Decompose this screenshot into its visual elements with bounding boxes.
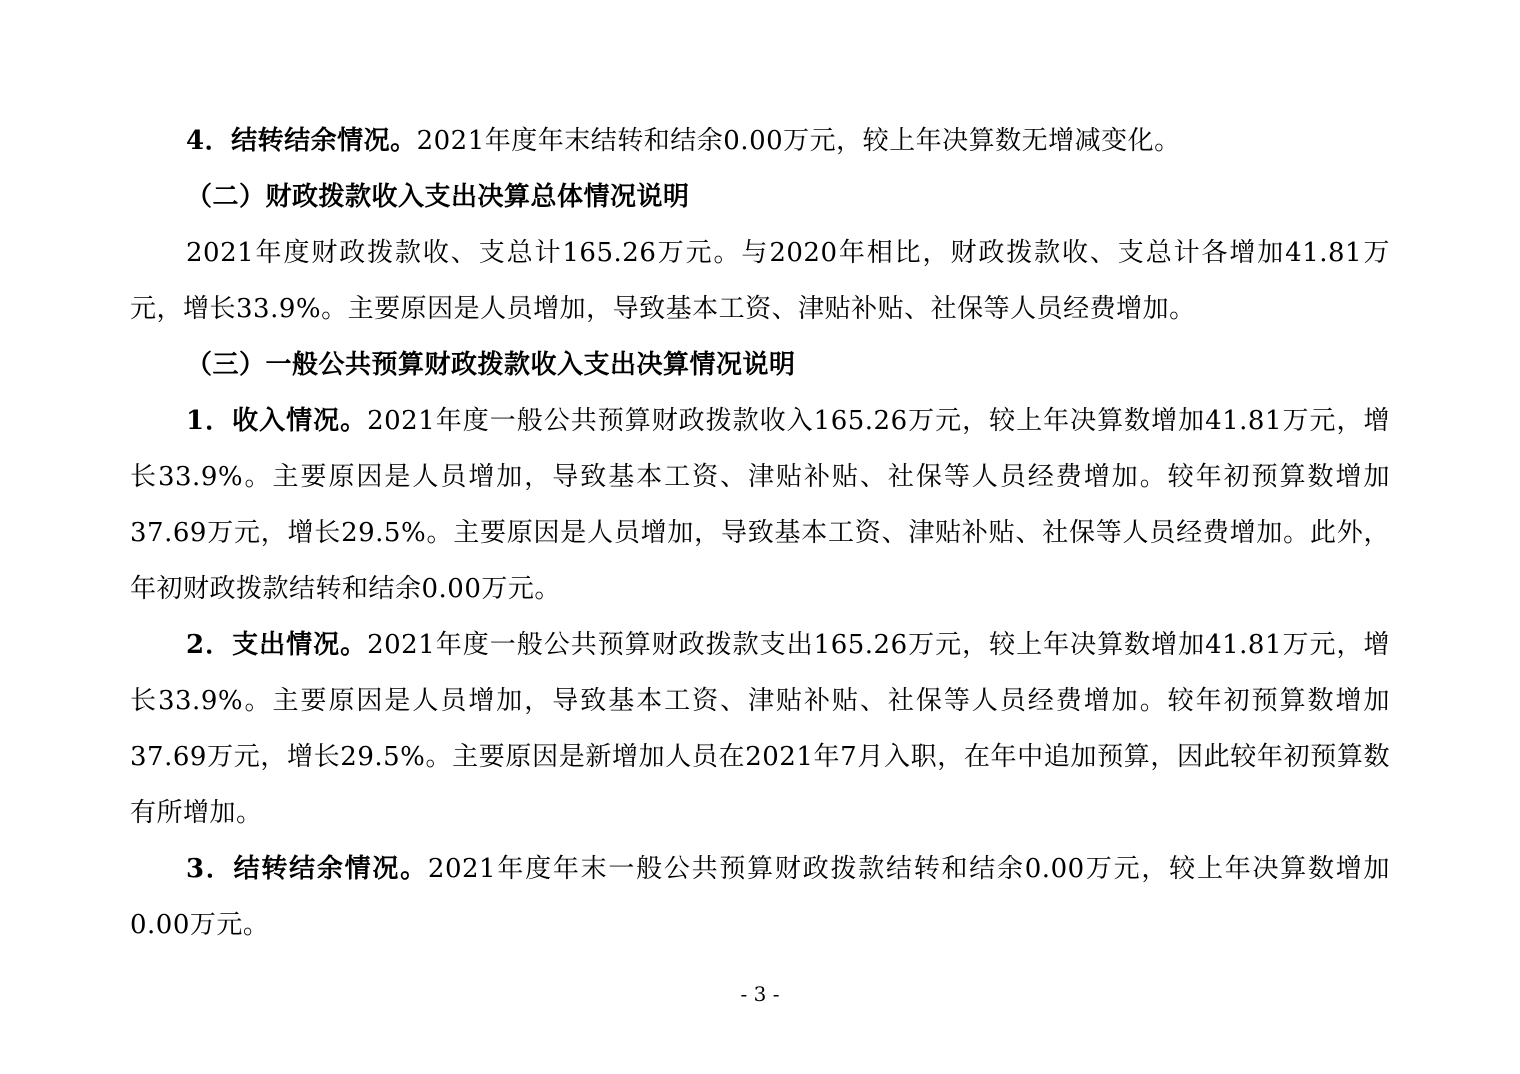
page-number: - 3 - (740, 982, 780, 1006)
section-heading-3: （三）一般公共预算财政拨款收入支出决算情况说明 (186, 350, 796, 380)
item-lead-2: 2．支出情况。 (186, 630, 368, 660)
paragraph-carryover-balance (130, 113, 1390, 169)
paragraph-expenditure (130, 617, 1390, 841)
item-text-2: 2021年度一般公共预算财政拨款支出165.26万元，较上年决算数增加41.81万元，增长33.9%。主要原因是人员增加，导致基本工资、津贴补贴、社保等人员经费增加。较年初预算数增加37.69万元，增长29.5%。主要原因是新增加人员在2021年7月入职，在年中追加预算，因此较年初预算数有所增加。 (130, 630, 1390, 828)
item-lead-1: 1．收入情况。 (186, 406, 368, 436)
document-body (130, 113, 1390, 953)
paragraph-fiscal-overall: 2021年度财政拨款收、支总计165.26万元。与2020年相比，财政拨款收、支总计各增加41.81万元，增长33.9%。主要原因是人员增加，导致基本工资、津贴补贴、社保等人员经费增加。 (130, 238, 1390, 324)
paragraph-general-carryover (130, 841, 1390, 953)
item-lead-3: 3．结转结余情况。 (186, 854, 428, 884)
section-heading-2: （二）财政拨款收入支出决算总体情况说明 (186, 182, 690, 212)
item-text-1: 2021年度一般公共预算财政拨款收入165.26万元，较上年决算数增加41.81万元，增长33.9%。主要原因是人员增加，导致基本工资、津贴补贴、社保等人员经费增加。较年初预算数增加37.69万元，增长29.5%。主要原因是人员增加，导致基本工资、津贴补贴、社保等人员经费增加。此外，年初财政拨款结转和结余0.00万元。 (130, 406, 1390, 604)
paragraph-income (130, 393, 1390, 617)
item-text-3: 2021年度年末一般公共预算财政拨款结转和结余0.00万元，较上年决算数增加0.00万元。 (130, 854, 1390, 940)
item-lead-4: 4．结转结余情况。 (186, 126, 417, 156)
item-text-4: 2021年度年末结转和结余0.00万元，较上年决算数无增减变化。 (416, 126, 1181, 156)
